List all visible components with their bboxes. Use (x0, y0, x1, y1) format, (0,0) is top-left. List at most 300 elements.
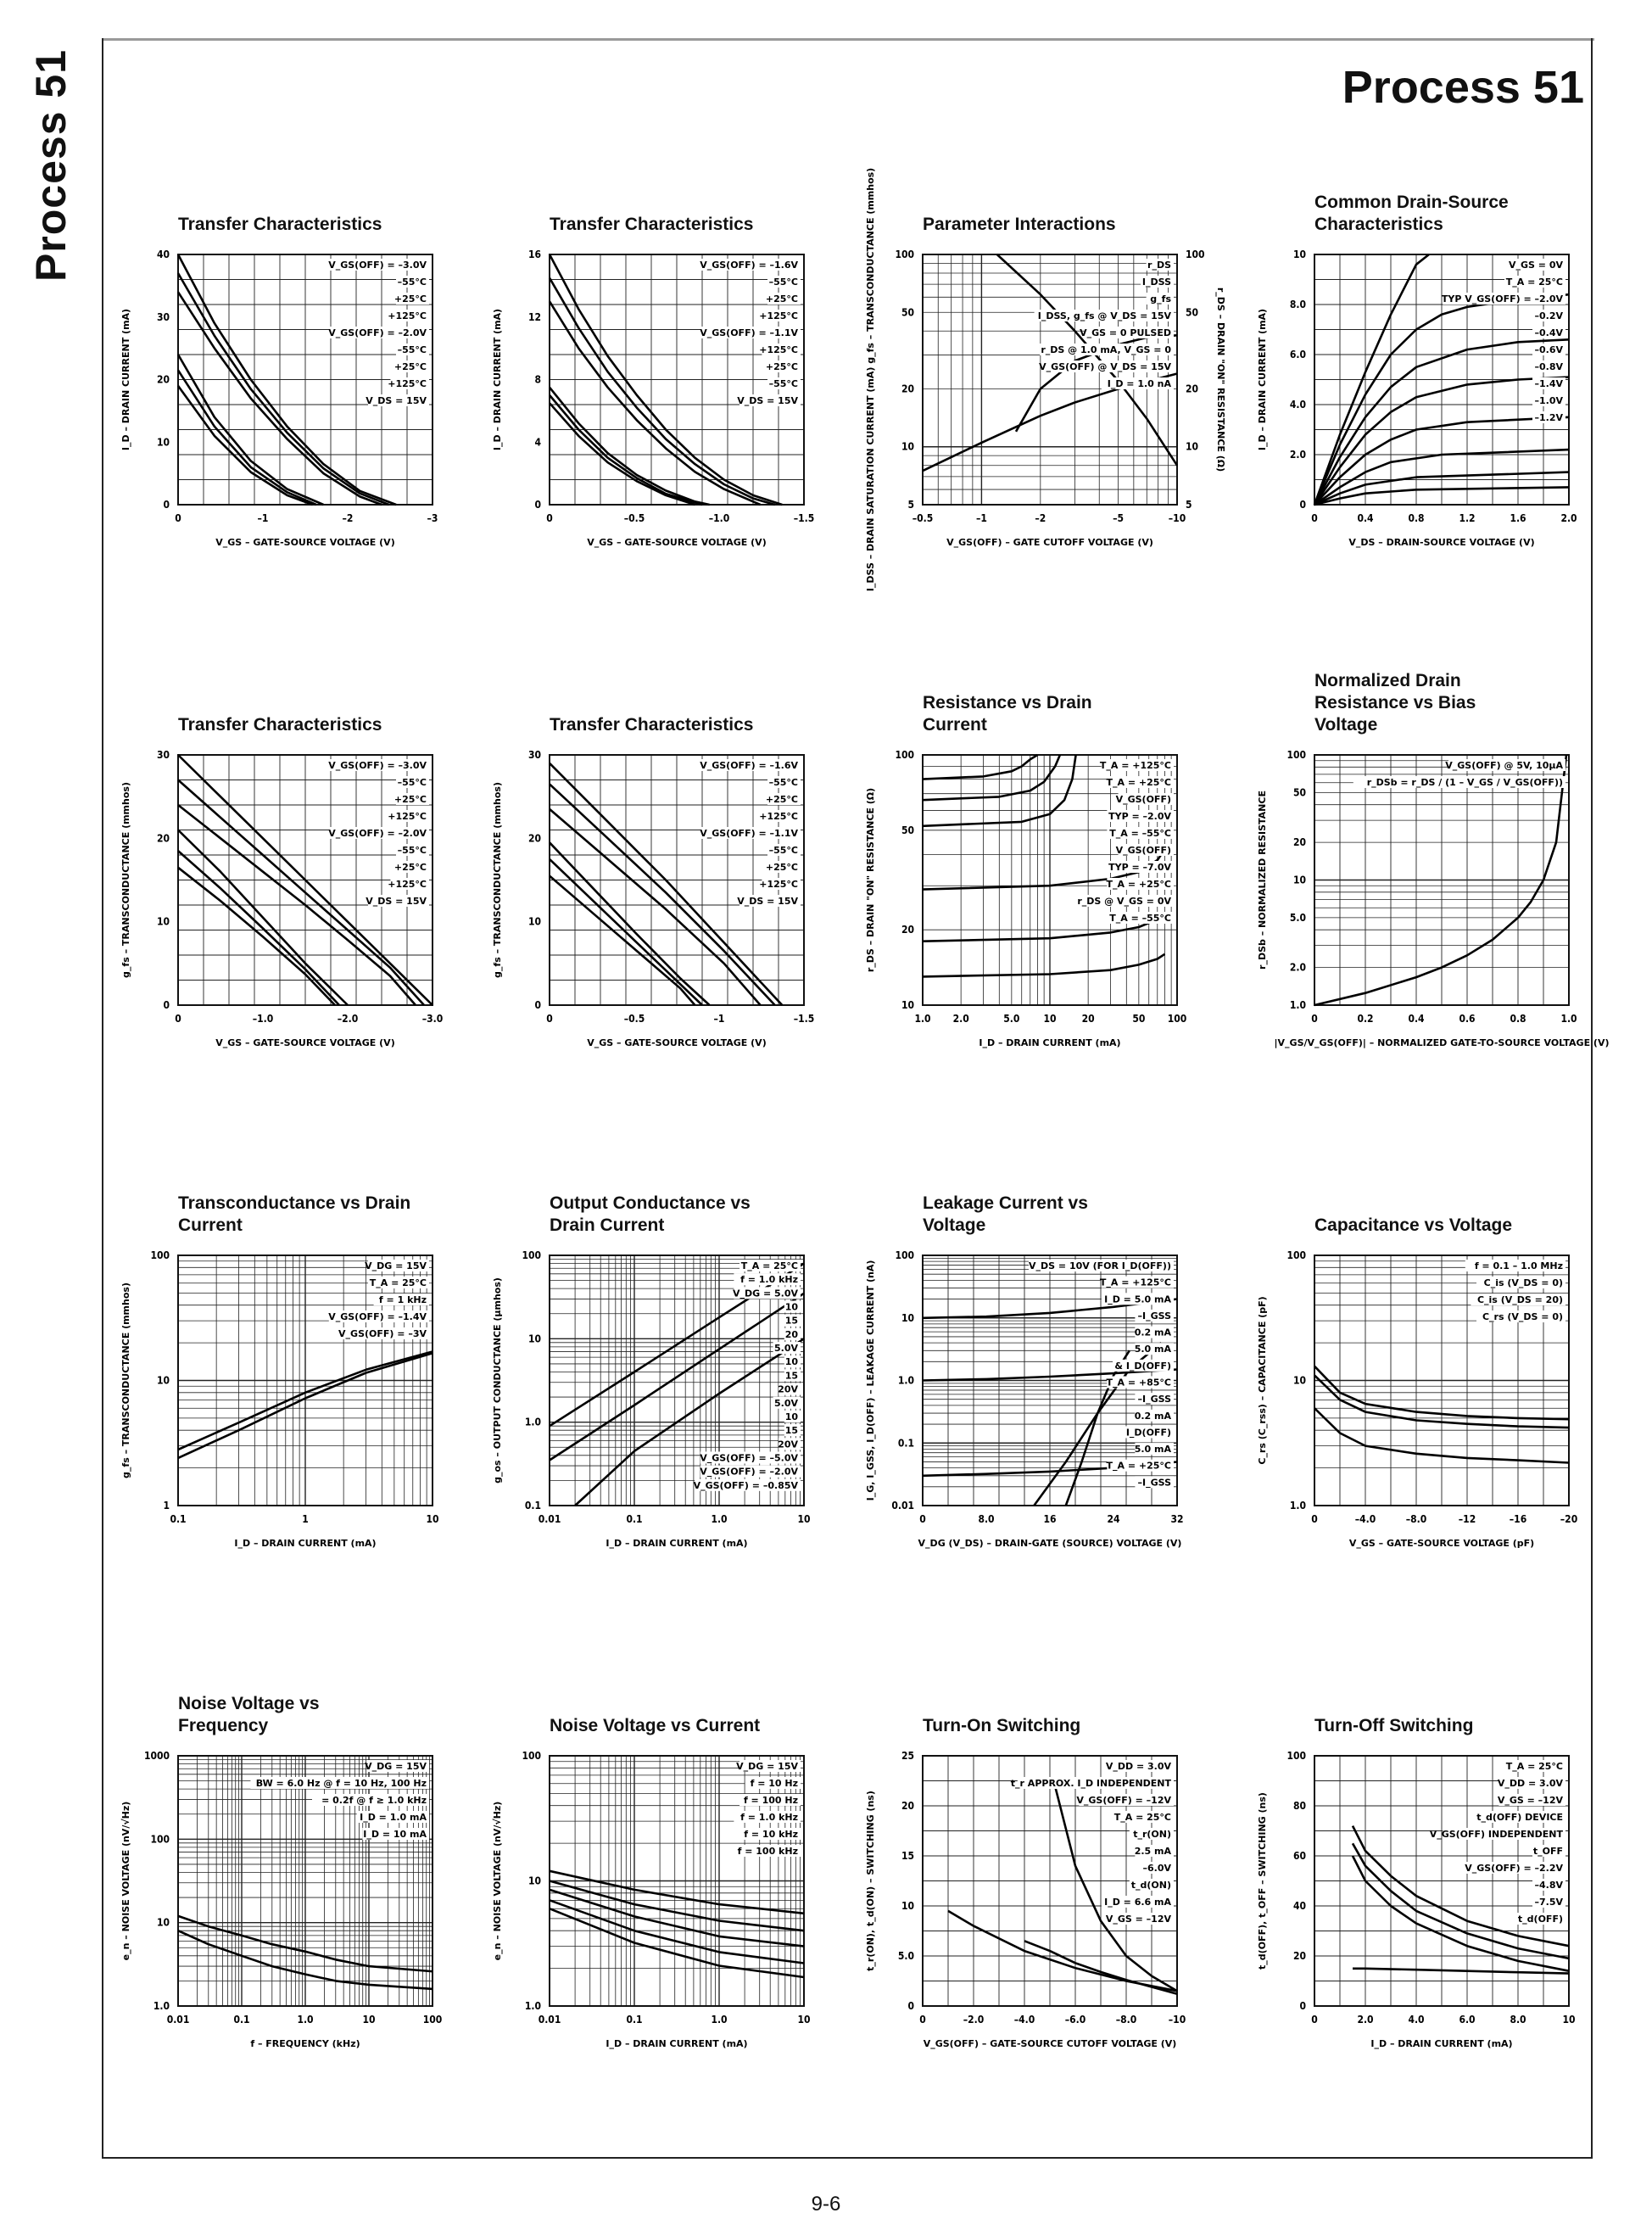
chart-plot (1257, 749, 1610, 1048)
annotation-label: T_A = +125°C (1099, 760, 1171, 771)
chart-title: Transfer Characteristics (178, 715, 382, 735)
x-tick-label: 100 (422, 2014, 443, 2026)
annotation-label: V_GS(OFF) = –12V (1076, 1795, 1171, 1806)
side-tab-label: Process 51 (27, 48, 75, 282)
annotation-label: 0.2 mA (1134, 1410, 1171, 1422)
annotation-label: +125°C (759, 344, 798, 355)
y-tick-label: 50 (1292, 786, 1306, 799)
annotation-label: +125°C (388, 310, 427, 321)
annotations (328, 259, 429, 406)
y-axis-label: C_rs (C_rss) – CAPACITANCE (pF) (1257, 1296, 1268, 1465)
annotation-label: & I_D(OFF) (1114, 1360, 1171, 1372)
annotations (328, 759, 429, 907)
x-axis-label: V_GS – GATE-SOURCE VOLTAGE (V) (587, 1037, 767, 1048)
x-axis-label: V_DG (V_DS) – DRAIN-GATE (SOURCE) VOLTAGE (V) (918, 1538, 1182, 1549)
y-axis-label: r_DSb – NORMALIZED RESISTANCE (1257, 791, 1268, 970)
annotation-label: V_GS(OFF) = –1.4V (328, 1311, 427, 1322)
annotation-label: +125°C (388, 879, 427, 890)
x-axis-label: I_D – DRAIN CURRENT (mA) (606, 2038, 748, 2049)
annotation-label: T_A = +25°C (1106, 777, 1171, 788)
x-tick-label: 1.0 (297, 2014, 314, 2026)
annotation-label: 5.0 mA (1134, 1444, 1171, 1456)
y-tick-label: 100 (895, 1249, 914, 1261)
x-tick-label: 32 (1170, 1513, 1184, 1525)
chart-title: Transfer Characteristics (178, 215, 382, 234)
x-tick-label: 1.0 (711, 2014, 728, 2026)
y-right-tick-label: 10 (1186, 440, 1199, 453)
annotation-label: V_DS = 10V (FOR I_D(OFF)) (1029, 1260, 1171, 1271)
y-tick-label: 10 (1292, 1374, 1306, 1387)
x-tick-label: –8.0 (1405, 1513, 1427, 1525)
y-tick-label: 1000 (143, 1750, 170, 1762)
chart-plot (492, 249, 815, 548)
annotation-label: f = 10 Hz (750, 1778, 798, 1789)
x-axis-label: V_GS – GATE-SOURCE VOLTAGE (V) (215, 537, 395, 548)
annotation-label: –55°C (768, 277, 798, 288)
annotation-label: –55°C (768, 378, 798, 389)
annotation-label: TYP V_GS(OFF) = –2.0V (1441, 293, 1563, 305)
annotation-label: V_DD = 3.0V (1497, 1778, 1563, 1789)
annotation-label: +25°C (765, 862, 798, 873)
annotation-label: V_DS = 15V (737, 896, 798, 907)
annotation-label: I_D = 1.0 mA (360, 1812, 427, 1823)
annotation-label: f = 10 kHz (744, 1829, 798, 1840)
chart-title: Turn-Off Switching (1314, 1716, 1474, 1735)
y-axis-label: t_r(ON), t_d(ON) – SWITCHING (ns) (865, 1791, 876, 1971)
chart-title: Parameter Interactions (923, 215, 1116, 234)
annotation-label: T_A = –55°C (1109, 828, 1171, 839)
y-axis-label: t_d(OFF), t_OFF – SWITCHING (ns) (1257, 1792, 1268, 1970)
y-tick-label: 20 (1292, 836, 1306, 849)
y-tick-label: 40 (156, 249, 170, 260)
x-tick-label: 0 (546, 512, 553, 524)
x-tick-label: 1.0 (711, 1513, 728, 1525)
y-tick-label: 100 (1286, 1750, 1306, 1762)
annotation-label: 5.0V (774, 1343, 798, 1355)
annotation-label: –I_GSS (1137, 1477, 1171, 1489)
y-tick-label: 10 (156, 436, 170, 449)
x-tick-label: –1 (975, 512, 987, 524)
chart-plot (492, 1249, 811, 1549)
y-tick-label: 30 (527, 749, 541, 761)
y-tick-label: 4.0 (1289, 399, 1306, 411)
x-tick-label: 0 (1311, 2014, 1318, 2026)
chart-plot (492, 1750, 811, 2049)
y-axis-label: e_n – NOISE VOLTAGE (nV/√Hz) (492, 1801, 503, 1961)
x-tick-label: –3 (427, 512, 438, 524)
annotation-label: V_GS = 0 PULSED (1080, 327, 1171, 338)
y-tick-label: 0.1 (524, 1500, 541, 1512)
x-tick-label: 10 (1043, 1013, 1057, 1025)
y-tick-label: 20 (901, 1800, 914, 1812)
chart-plot (1257, 1750, 1576, 2049)
annotation-label: T_A = 25°C (740, 1260, 798, 1271)
chart-title: Resistance vs Drain Current (923, 693, 1092, 735)
y-axis-label: g_fs – TRANSCONDUCTANCE (mmhos) (492, 782, 503, 978)
annotation-label: f = 100 Hz (743, 1795, 798, 1806)
annotation-label: V_GS(OFF) = –1.6V (700, 760, 798, 771)
x-tick-label: 0 (1311, 1513, 1318, 1525)
x-tick-label: –4.0 (1354, 1513, 1376, 1525)
annotation-label: 15 (784, 1425, 798, 1437)
annotation-label: +25°C (765, 361, 798, 372)
annotation-label: –1.2V (1534, 412, 1563, 423)
annotation-label: –55°C (397, 344, 427, 355)
annotation-label: V_GS(OFF) = –3.0V (328, 760, 427, 771)
y-tick-label: 100 (895, 249, 914, 260)
x-tick-label: –8.0 (1115, 2014, 1137, 2026)
y-right-tick-label: 100 (1186, 249, 1205, 260)
y-tick-label: 100 (522, 1750, 541, 1762)
x-tick-label: 24 (1107, 1513, 1120, 1525)
annotation-label: +25°C (393, 361, 427, 372)
annotation-label: V_GS(OFF) = –2.2V (1465, 1863, 1563, 1874)
annotation-label: V_GS(OFF) INDEPENDENT (1429, 1829, 1563, 1840)
annotation-label: –6.0V (1142, 1863, 1171, 1874)
annotation-label: T_A = 25°C (1505, 277, 1563, 288)
y-tick-label: 6.0 (1289, 349, 1306, 360)
annotation-label: 20V (778, 1383, 798, 1395)
x-tick-label: 0.01 (166, 2014, 190, 2026)
y-tick-label: 0 (163, 999, 170, 1011)
x-tick-label: 1 (302, 1513, 309, 1525)
y-tick-label: 5 (907, 499, 914, 511)
chart-title: Common Drain-Source Characteristics (1314, 193, 1509, 234)
y-tick-label: 10 (527, 915, 541, 928)
grid (550, 1756, 804, 2006)
y-tick-label: 10 (527, 1333, 541, 1345)
y-tick-label: 20 (527, 832, 541, 845)
annotation-label: I_D = 6.6 mA (1104, 1897, 1171, 1908)
annotation-label: C_is (V_DS = 20) (1476, 1294, 1563, 1305)
grid (178, 1255, 433, 1506)
annotations (1353, 759, 1565, 788)
x-tick-label: –1.5 (793, 1013, 815, 1025)
side-tab (24, 34, 78, 297)
y-tick-label: 0 (163, 499, 170, 511)
x-tick-label: 4.0 (1408, 2014, 1425, 2026)
annotation-label: f = 1 kHz (378, 1294, 427, 1305)
annotation-label: I_D = 5.0 mA (1104, 1294, 1171, 1305)
x-tick-label: 10 (797, 1513, 811, 1525)
annotation-label: f = 0.1 – 1.0 MHz (1474, 1260, 1563, 1271)
annotation-label: V_DG = 5.0V (732, 1288, 798, 1299)
annotation-label: BW = 6.0 Hz @ f = 10 Hz, 100 Hz (255, 1778, 427, 1789)
y-tick-label: 1.0 (1289, 999, 1306, 1011)
chart-title: Turn-On Switching (923, 1716, 1081, 1735)
chart-plot (120, 749, 444, 1048)
annotation-label: V_GS(OFF) = –0.85V (693, 1479, 798, 1491)
x-tick-label: 10 (1562, 2014, 1576, 2026)
annotation-label: –0.8V (1534, 361, 1563, 372)
y-axis-label: g_fs – TRANSCONDUCTANCE (mmhos) (120, 782, 131, 978)
series-line (923, 755, 1038, 780)
annotations (250, 1760, 429, 1840)
x-axis-label: I_D – DRAIN CURRENT (mA) (606, 1538, 748, 1549)
x-tick-label: 10 (797, 2014, 811, 2026)
annotation-label: V_GS(OFF) = –2.0V (328, 828, 427, 839)
y-tick-label: 20 (901, 924, 914, 936)
x-axis-label: V_DS – DRAIN-SOURCE VOLTAGE (V) (1348, 537, 1535, 548)
annotation-label: V_DD = 3.0V (1105, 1761, 1171, 1772)
x-tick-label: 10 (362, 2014, 376, 2026)
annotation-label: V_GS(OFF) @ 5V, 10µA (1445, 760, 1563, 771)
annotation-label: –55°C (397, 277, 427, 288)
annotation-label: V_GS = –12V (1497, 1795, 1563, 1806)
annotation-label: V_GS(OFF) @ V_DS = 15V (1039, 361, 1171, 372)
y-axis-right-label: r_DS – DRAIN "ON" RESISTANCE (Ω) (1215, 287, 1226, 472)
annotation-label: V_DS = 15V (737, 395, 798, 406)
x-axis-label: I_D – DRAIN CURRENT (mA) (979, 1037, 1121, 1048)
annotation-label: t_r(ON) (1133, 1829, 1171, 1840)
annotation-label: T_A = 25°C (1505, 1761, 1563, 1772)
annotation-label: f = 100 kHz (737, 1846, 798, 1857)
annotation-label: T_A = +85°C (1106, 1377, 1171, 1389)
chart-plot (120, 249, 438, 548)
x-axis-label: V_GS – GATE-SOURCE VOLTAGE (pF) (1348, 1538, 1535, 1549)
x-tick-label: –0.5 (623, 1013, 645, 1025)
x-tick-label: 0.8 (1408, 512, 1425, 524)
y-tick-label: 10 (1292, 249, 1306, 260)
chart-plot (120, 1750, 443, 2049)
y-tick-label: 0 (907, 2000, 914, 2012)
x-axis-label: I_D – DRAIN CURRENT (mA) (1370, 2038, 1513, 2049)
x-tick-label: –2 (1035, 512, 1046, 524)
y-tick-label: 30 (156, 749, 170, 761)
x-tick-label: 2.0 (1560, 512, 1577, 524)
annotation-label: V_DS = 15V (366, 896, 427, 907)
annotation-label: +25°C (393, 862, 427, 873)
annotation-label: I_D(OFF) (1125, 1427, 1171, 1439)
x-tick-label: 0 (1311, 512, 1318, 524)
x-axis-label: |V_GS/V_GS(OFF)| – NORMALIZED GATE-TO-SOURCE VOLTAGE (V) (1274, 1037, 1610, 1048)
x-axis-label: V_GS(OFF) – GATE-SOURCE CUTOFF VOLTAGE (V) (923, 2038, 1177, 2049)
x-axis-label: f – FREQUENCY (kHz) (250, 2038, 360, 2049)
annotation-label: t_r APPROX. I_D INDEPENDENT (1010, 1778, 1171, 1789)
annotation-label: T_A = +125°C (1099, 1277, 1171, 1288)
x-tick-label: 1.2 (1459, 512, 1476, 524)
grid (1314, 1255, 1569, 1506)
x-tick-label: 0 (175, 512, 181, 524)
y-tick-label: 10 (901, 1900, 914, 1912)
annotation-label: +125°C (388, 811, 427, 822)
x-tick-label: –3.0 (421, 1013, 444, 1025)
annotation-label: = 0.2f @ f ≥ 1.0 kHz (321, 1795, 427, 1806)
x-tick-label: –1.0 (708, 512, 730, 524)
x-tick-label: 6.0 (1459, 2014, 1476, 2026)
annotations (1465, 1260, 1565, 1322)
y-tick-label: 15 (901, 1850, 914, 1862)
annotation-label: 20 (784, 1328, 798, 1340)
chart-plot (1257, 249, 1577, 548)
y-axis-label: I_D – DRAIN CURRENT (mA) (120, 308, 131, 451)
series-line (550, 278, 775, 505)
x-tick-label: –4.0 (1013, 2014, 1035, 2026)
y-tick-label: 4 (534, 436, 541, 449)
y-tick-label: 1 (163, 1500, 170, 1512)
x-tick-label: –12 (1458, 1513, 1476, 1525)
chart-title: Noise Voltage vs Frequency (178, 1694, 320, 1735)
annotation-label: f = 1.0 kHz (740, 1274, 798, 1286)
annotation-label: –7.5V (1534, 1897, 1563, 1908)
annotation-label: 10 (784, 1411, 798, 1422)
annotation-label: I_D = 10 mA (363, 1829, 427, 1840)
y-tick-label: 100 (150, 1249, 170, 1261)
annotation-label: T_A = –55°C (1109, 913, 1171, 924)
x-tick-label: –2 (342, 512, 354, 524)
x-tick-label: 0.8 (1510, 1013, 1526, 1025)
annotation-label: 5.0 mA (1134, 1344, 1171, 1355)
annotation-label: C_is (V_DS = 0) (1483, 1277, 1563, 1288)
page-number: 9-6 (811, 2193, 841, 2216)
x-axis-label: V_GS(OFF) – GATE CUTOFF VOLTAGE (V) (946, 537, 1153, 548)
annotation-label: V_DG = 15V (365, 1761, 427, 1772)
chart-title: Noise Voltage vs Current (550, 1716, 761, 1735)
x-tick-label: –10 (1168, 512, 1186, 524)
x-tick-label: 1.0 (1560, 1013, 1577, 1025)
annotation-label: V_DS = 15V (366, 395, 427, 406)
x-tick-label: –6.0 (1064, 2014, 1086, 2026)
y-tick-label: 1.0 (1289, 1500, 1306, 1512)
annotation-label: 10 (784, 1301, 798, 1313)
annotations (1077, 759, 1174, 924)
y-tick-label: 100 (1286, 749, 1306, 761)
annotation-label: 5.0V (774, 1397, 798, 1409)
chart-title: Transconductance vs Drain Current (178, 1193, 411, 1235)
y-tick-label: 80 (1292, 1800, 1306, 1812)
annotation-label: –4.8V (1534, 1880, 1563, 1891)
annotation-label: V_GS(OFF) (1115, 845, 1171, 856)
chart-title: Normalized Drain Resistance vs Bias Voltage (1314, 671, 1476, 735)
annotation-label: V_GS = –12V (1105, 1914, 1171, 1925)
y-axis-label: I_D – DRAIN CURRENT (mA) (1257, 308, 1268, 451)
annotation-label: I_DSS, g_fs @ V_DS = 15V (1037, 310, 1171, 321)
y-tick-label: 20 (156, 373, 170, 386)
chart-title: Leakage Current vs Voltage (923, 1193, 1088, 1235)
y-tick-label: 50 (901, 306, 914, 319)
annotation-label: V_GS(OFF) = –3V (338, 1328, 427, 1339)
y-tick-label: 1.0 (524, 2000, 541, 2012)
x-tick-label: –0.5 (623, 512, 645, 524)
x-tick-label: 1.6 (1510, 512, 1526, 524)
annotation-label: +25°C (393, 293, 427, 305)
annotation-label: r_DS @ 1.0 mA, V_GS = 0 (1041, 344, 1171, 355)
x-tick-label: 0 (919, 1513, 926, 1525)
annotation-label: 10 (784, 1356, 798, 1368)
annotation-label: –0.2V (1534, 310, 1563, 321)
annotation-label: –55°C (397, 845, 427, 856)
series-line (178, 273, 389, 505)
annotation-label: 15 (784, 1370, 798, 1382)
annotation-label: V_GS(OFF) = –1.6V (700, 260, 798, 271)
x-tick-label: –1.0 (252, 1013, 274, 1025)
annotation-label: –1.4V (1534, 378, 1563, 389)
x-tick-label: –1 (713, 1013, 725, 1025)
y-tick-label: 12 (527, 310, 541, 323)
x-tick-label: 0.01 (538, 2014, 561, 2026)
annotation-label: +25°C (765, 794, 798, 805)
annotation-label: g_fs (1150, 293, 1171, 305)
annotation-label: TYP = –7.0V (1108, 862, 1171, 873)
y-right-tick-label: 5 (1186, 499, 1192, 511)
y-tick-label: 30 (156, 310, 170, 323)
annotation-label: r_DS (1147, 260, 1171, 271)
annotation-label: V_DG = 15V (365, 1260, 427, 1271)
page-title: Process 51 (1342, 62, 1584, 113)
x-tick-label: 8.0 (978, 1513, 995, 1525)
y-axis-label: I_DSS – DRAIN SATURATION CURRENT (mA) g_fs – TRANSCONDUCTANCE (mmhos) (865, 167, 876, 592)
y-tick-label: 100 (1286, 1249, 1306, 1261)
series-line (550, 1890, 804, 1947)
x-tick-label: 0 (546, 1013, 553, 1025)
y-axis-label: I_G, I_GSS, I_D(OFF) – LEAKAGE CURRENT (nA) (865, 1260, 876, 1501)
series-line (550, 876, 695, 1005)
x-tick-label: 16 (1043, 1513, 1057, 1525)
y-tick-label: 20 (901, 383, 914, 395)
annotations (1430, 1760, 1565, 1925)
x-tick-label: 2.0 (952, 1013, 969, 1025)
x-tick-label: –0.5 (912, 512, 934, 524)
y-tick-label: 100 (150, 1833, 170, 1846)
y-tick-label: 10 (156, 1916, 170, 1929)
x-tick-label: –10 (1168, 2014, 1186, 2026)
x-tick-label: 100 (1167, 1013, 1187, 1025)
annotation-label: +125°C (759, 310, 798, 321)
y-tick-label: 1.0 (524, 1416, 541, 1428)
annotation-label: I_D = 1.0 nA (1107, 378, 1171, 389)
y-tick-label: 20 (1292, 1950, 1306, 1962)
x-tick-label: 0 (1311, 1013, 1318, 1025)
annotations (700, 759, 801, 907)
chart-plot (865, 749, 1187, 1048)
annotation-label: C_rs (V_DS = 0) (1482, 1311, 1563, 1322)
annotation-label: –I_GSS (1137, 1310, 1171, 1322)
annotation-label: V_GS = 0V (1508, 260, 1563, 271)
annotation-label: +125°C (759, 879, 798, 890)
y-tick-label: 1.0 (897, 1374, 914, 1387)
y-tick-label: 20 (156, 832, 170, 845)
x-tick-label: –2.0 (963, 2014, 985, 2026)
x-tick-label: 0.4 (1357, 512, 1374, 524)
chart-title: Transfer Characteristics (550, 715, 754, 735)
x-tick-label: 8.0 (1510, 2014, 1526, 2026)
y-axis-label: g_os – OUTPUT CONDUCTANCE (µmhos) (492, 1277, 503, 1484)
x-tick-label: –16 (1509, 1513, 1527, 1525)
y-tick-label: 0.1 (897, 1437, 914, 1450)
annotation-label: t_OFF (1532, 1846, 1563, 1857)
x-tick-label: –2.0 (337, 1013, 359, 1025)
x-tick-label: 0 (175, 1013, 181, 1025)
annotation-label: –55°C (768, 777, 798, 788)
y-tick-label: 10 (901, 1311, 914, 1324)
annotation-label: V_DG = 15V (736, 1761, 798, 1772)
annotation-label: V_GS(OFF) (1115, 794, 1171, 805)
x-tick-label: 0.6 (1459, 1013, 1476, 1025)
y-tick-label: 0 (534, 499, 541, 511)
annotation-label: –55°C (397, 777, 427, 788)
x-tick-label: 2.0 (1357, 2014, 1374, 2026)
y-tick-label: 8 (534, 373, 541, 386)
annotation-label: 2.5 mA (1134, 1846, 1171, 1857)
annotation-label: +125°C (388, 378, 427, 389)
y-tick-label: 10 (1292, 874, 1306, 886)
y-tick-label: 10 (527, 1875, 541, 1887)
x-tick-label: 20 (1081, 1013, 1095, 1025)
annotation-label: 20V (778, 1439, 798, 1450)
x-tick-label: 0.1 (626, 2014, 643, 2026)
annotation-label: V_GS(OFF) = –1.1V (700, 828, 798, 839)
annotation-label: –0.4V (1534, 327, 1563, 338)
